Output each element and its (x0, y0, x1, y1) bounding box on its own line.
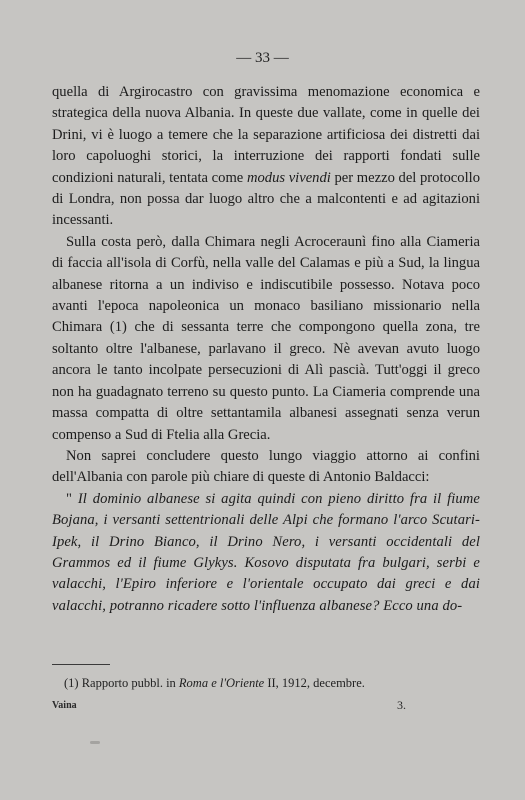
footnote (64, 676, 464, 691)
paragraph-1-text-b: per mezzo del protocollo di Londra, non possa dar luogo altro che a malcontenti e ad agitazioni incessanti. (52, 169, 480, 229)
body-text (52, 82, 480, 617)
paragraph-1-italic: modus vivendi (246, 169, 331, 186)
page-number: — 33 — (236, 50, 289, 66)
paragraph-1 (52, 82, 480, 232)
footnote-rule (52, 664, 110, 665)
paragraph-1-text-a: quella di Argirocastro con gravissima menomazione economica e strategica della nuova Albania. In queste due vallate, come in quelle dei Drini, vi è luogo a temere che la separazione artificiosa dei distretti dai loro capoluoghi storici, la interruzione dei rapporti fondati sulle condizioni naturali, tentata come (52, 84, 480, 186)
signature-mark: Vaina (52, 700, 77, 711)
signature-number: 3. (397, 698, 406, 712)
footnote-text-b: II, 1912, decembre. (264, 676, 365, 690)
footnote-text-a: (1) Rapporto pubbl. in (64, 676, 179, 690)
paper-smudge (90, 741, 100, 744)
footnote-title: Roma e l'Oriente (178, 676, 265, 690)
quotation-paragraph (52, 489, 480, 617)
paragraph-2: Sulla costa però, dalla Chimara negli Acroceraunì fino alla Ciameria di faccia all'isola di Corfù, nella valle del Calamas e più a Sud, la lingua albanese ritorna a un indiviso e indiscutibile possesso. Notava poco avanti l'epoca napoleonica un monaco basiliano missionario nella Chimara (1) che di sessanta terre che compongono quella zona, tre soltanto oltre l'albanese, parlavano il greco. Nè avevan avuto luogo ancora le tanto incolpate persecuzioni di Alì pascià. Tutt'oggi il greco non ha guadagnato terreno su questo punto. La Ciameria comprende una massa compatta di oltre settantamila albanesi assegnati senza verun compenso a Sud di Ftelia alla Grecia. (52, 233, 480, 443)
paragraph-3: Non saprei concludere questo lungo viaggio attorno ai confini dell'Albania con parole più chiare di queste di Antonio Baldacci: (52, 447, 480, 486)
quotation-text: Il dominio albanese si agita quindi con pieno diritto fra il fiume Bojana, i versanti settentrionali delle Alpi che formano l'arco Scutari-Ipek, il Drino Bianco, il Drino Nero, i versanti occidentali del Grammos ed il fiume Glykys. Kosovo disputata fra bulgari, serbi e valacchi, l'Epiro inferiore e l'orientale occupato dai greci e dai valacchi, potranno ricadere sotto l'influenza albanese? Ecco una do- (52, 490, 481, 614)
opening-quote-mark: " (66, 490, 73, 507)
